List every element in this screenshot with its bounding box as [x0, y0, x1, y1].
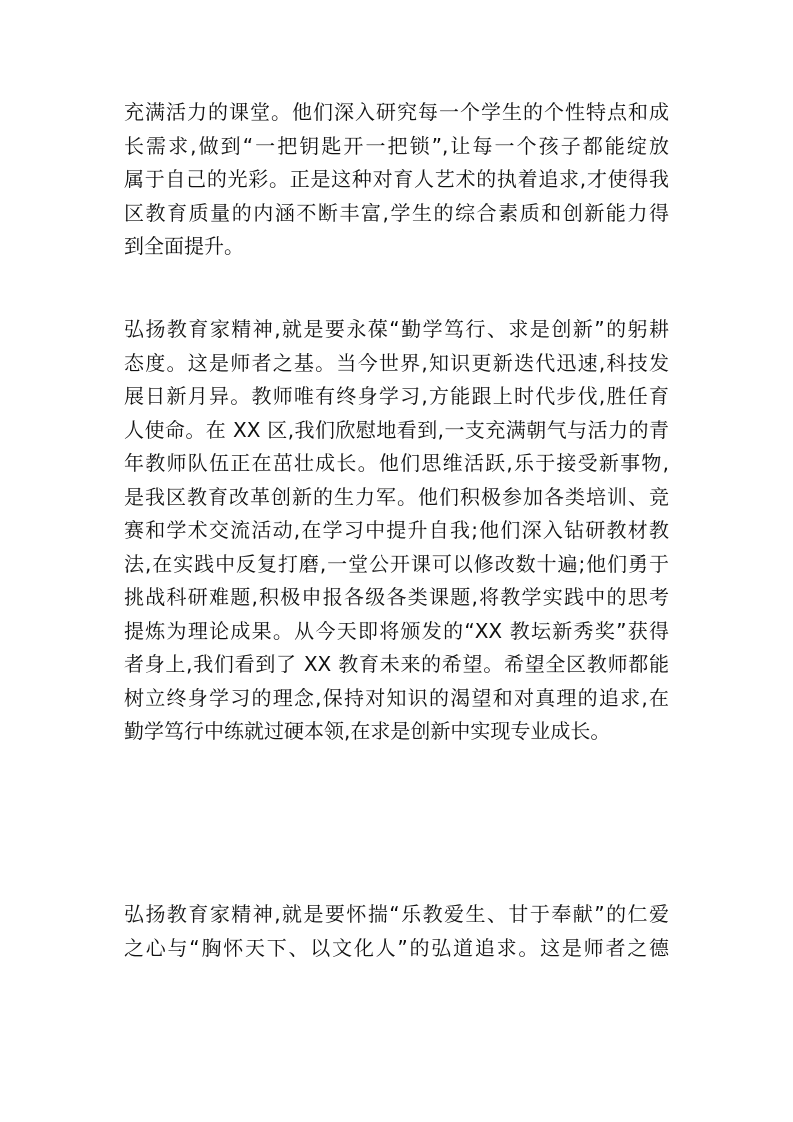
text-line: 长需求,做到“一把钥匙开一把锁”,让每一个孩子都能绽放	[124, 133, 669, 158]
text-line: 树立终身学习的理念,保持对知识的渴望和对真理的追求,在	[124, 685, 669, 710]
paragraph-1	[124, 96, 669, 264]
text-line: 挑战科研难题,积极申报各级各类课题,将教学实践中的思考	[124, 585, 669, 609]
text-line: 年教师队伍正在茁壮成长。他们思维活跃,乐于接受新事物,	[124, 451, 669, 475]
text-line: 是我区教育改革创新的生力军。他们积极参加各类培训、竞	[124, 484, 669, 509]
text-line: 赛和学术交流活动,在学习中提升自我;他们深入钻研教材教	[124, 518, 669, 542]
text-line: 之心与“胸怀天下、以文化人”的弘道追求。这是师者之德	[124, 935, 669, 960]
text-line: 展日新月异。教师唯有终身学习,方能跟上时代步伐,胜任育	[124, 384, 669, 408]
text-line: 区教育质量的内涵不断丰富,学生的综合素质和创新能力得	[124, 200, 669, 225]
text-line: 勤学笃行中练就过硬本领,在求是创新中实现专业成长。	[124, 719, 611, 743]
text-line: 法,在实践中反复打磨,一堂公开课可以修改数十遍;他们勇于	[124, 551, 669, 576]
paragraph-2	[124, 313, 669, 749]
text-line: 充满活力的课堂。他们深入研究每一个学生的个性特点和成	[124, 100, 669, 124]
text-line: 态度。这是师者之基。当今世界,知识更新迭代迅速,科技发	[124, 350, 669, 375]
text-line: 到全面提升。	[124, 234, 244, 258]
paragraph-3	[124, 898, 669, 965]
text-line: 弘扬教育家精神,就是要永葆“勤学笃行、求是创新”的躬耕	[124, 317, 669, 341]
text-line: 弘扬教育家精神,就是要怀揣“乐教爱生、甘于奉献”的仁爱	[124, 902, 669, 926]
text-line: 人使命。在 XX 区,我们欣慰地看到,一支充满朝气与活力的青	[124, 417, 669, 442]
text-line: 者身上,我们看到了 XX 教育未来的希望。希望全区教师都能	[124, 652, 669, 676]
text-line: 提炼为理论成果。从今天即将颁发的“XX 教坛新秀奖”获得	[124, 618, 669, 643]
text-line: 属于自己的光彩。正是这种对育人艺术的执着追求,才使得我	[124, 167, 669, 191]
